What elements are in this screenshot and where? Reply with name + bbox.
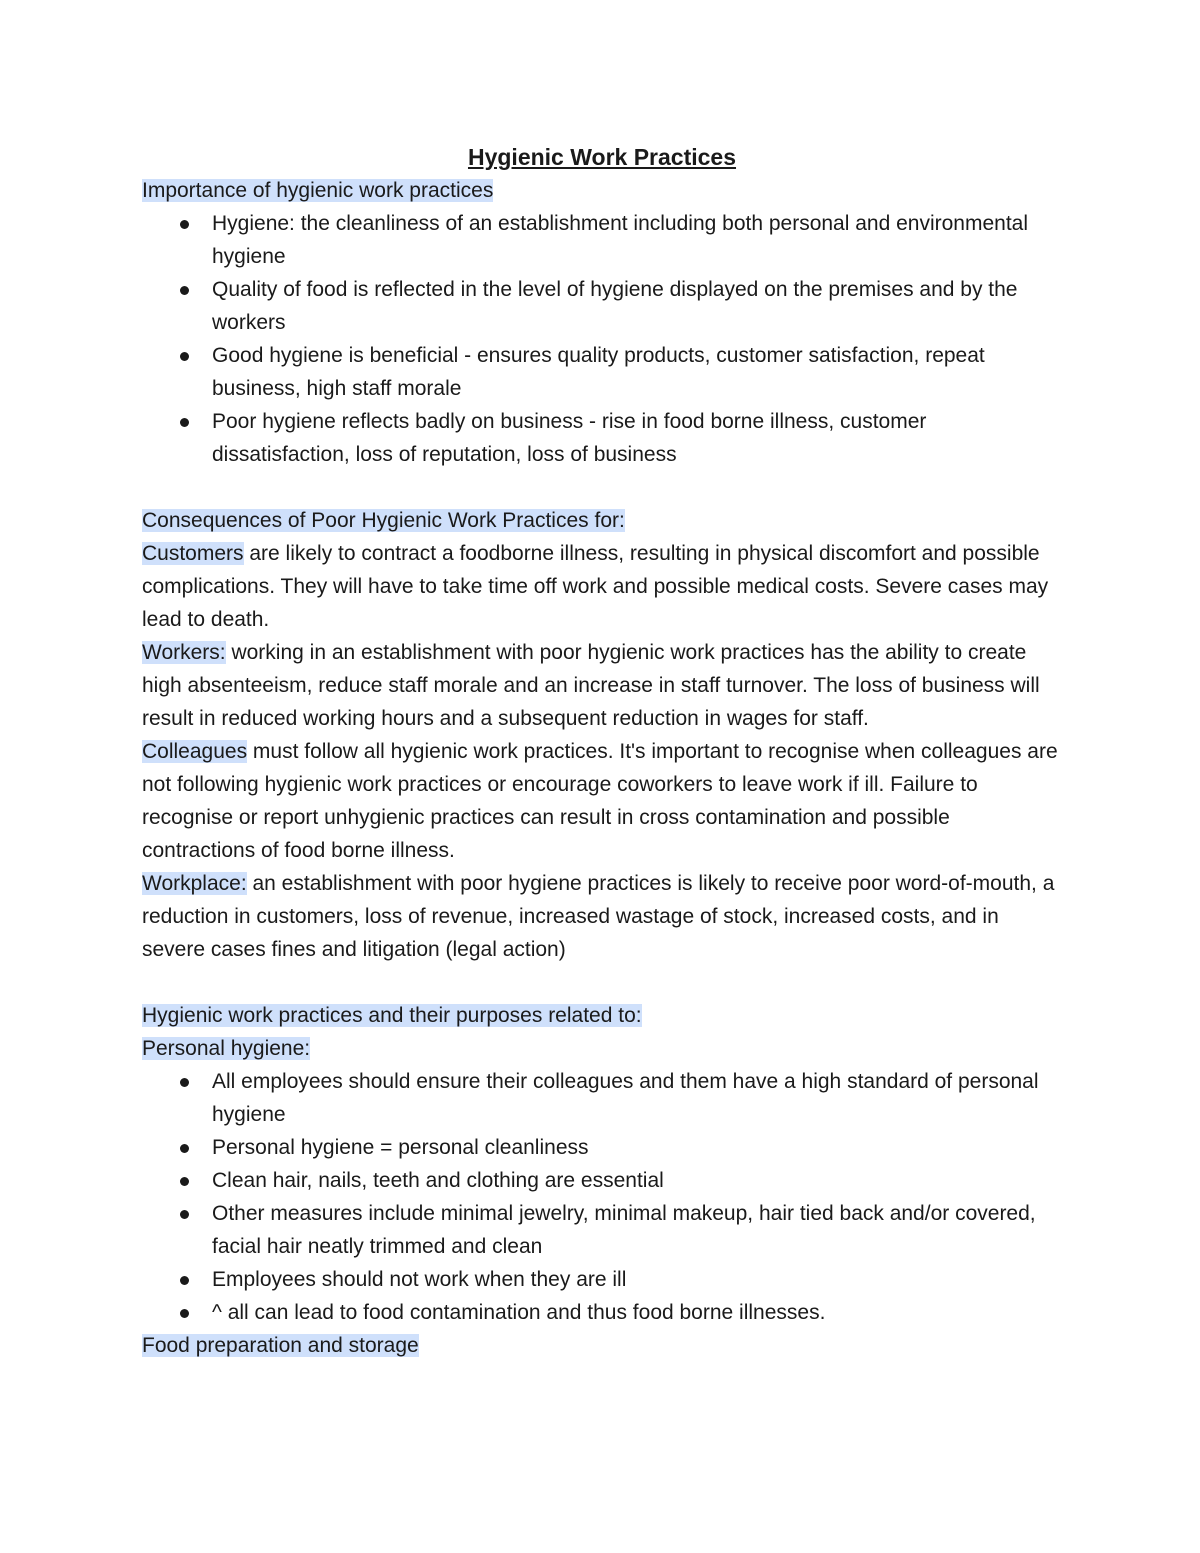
- bullet-icon: [180, 1276, 189, 1285]
- highlighted-heading: Importance of hygienic work practices: [142, 179, 494, 202]
- highlighted-heading: Consequences of Poor Hygienic Work Practices for:: [142, 509, 625, 532]
- document-page: [142, 140, 1062, 1362]
- bullet-icon: [180, 418, 189, 427]
- bullet-icon: [180, 1078, 189, 1087]
- bullet-icon: [180, 1177, 189, 1186]
- section-heading-purposes: [142, 999, 1062, 1032]
- paragraph-gap: [142, 471, 1062, 504]
- list-item: ^ all can lead to food contamination and thus food borne illnesses.: [142, 1296, 1062, 1329]
- highlighted-heading: Food preparation and storage: [142, 1334, 419, 1357]
- document-title: Hygienic Work Practices: [467, 144, 737, 170]
- highlighted-label: Customers: [142, 542, 244, 565]
- bullet-icon: [180, 220, 189, 229]
- consequence-workers: Workers: working in an establishment with poor hygienic work practices has the ability to create high absenteeism, reduce staff morale and an increase in staff turnover. The loss of business will result in reduced working hours and a subsequent reduction in wages for staff.: [142, 641, 1040, 730]
- highlighted-label: Colleagues: [142, 740, 248, 763]
- subheading-personal-hygiene: [142, 1032, 1062, 1065]
- consequence-workplace: Workplace: an establishment with poor hygiene practices is likely to receive poor word-of-mouth, a reduction in customers, loss of revenue, increased wastage of stock, increased costs, and in severe cases fines and litigation (legal action): [142, 872, 1055, 961]
- bullet-icon: [180, 1144, 189, 1153]
- list-item: Clean hair, nails, teeth and clothing are essential: [142, 1164, 1062, 1197]
- list-item: Other measures include minimal jewelry, minimal makeup, hair tied back and/or covered, facial hair neatly trimmed and clean: [142, 1197, 1062, 1263]
- highlighted-heading: Personal hygiene:: [142, 1037, 311, 1060]
- importance-bullet-list: [142, 207, 1062, 471]
- list-item: Hygiene: the cleanliness of an establishment including both personal and environmental hygiene: [142, 207, 1062, 273]
- bullet-icon: [180, 1210, 189, 1219]
- list-item: Good hygiene is beneficial - ensures quality products, customer satisfaction, repeat business, high staff morale: [142, 339, 1062, 405]
- consequence-customers: Customers are likely to contract a foodborne illness, resulting in physical discomfort and possible complications. They will have to take time off work and possible medical costs. Severe cases may lead to death.: [142, 542, 1049, 631]
- paragraph-gap: [142, 966, 1062, 999]
- bullet-icon: [180, 286, 189, 295]
- highlighted-heading: Hygienic work practices and their purposes related to:: [142, 1004, 642, 1027]
- list-item: Poor hygiene reflects badly on business - rise in food borne illness, customer dissatisfaction, loss of reputation, loss of business: [142, 405, 1062, 471]
- bullet-icon: [180, 1309, 189, 1318]
- subheading-food-preparation: [142, 1329, 1062, 1362]
- list-item: Personal hygiene = personal cleanliness: [142, 1131, 1062, 1164]
- list-item: Quality of food is reflected in the level of hygiene displayed on the premises and by the workers: [142, 273, 1062, 339]
- highlighted-label: Workplace:: [142, 872, 247, 895]
- section-heading-importance: [142, 174, 1062, 207]
- personal-hygiene-bullet-list: [142, 1065, 1062, 1329]
- list-item: All employees should ensure their colleagues and them have a high standard of personal hygiene: [142, 1065, 1062, 1131]
- consequence-colleagues: Colleagues must follow all hygienic work practices. It's important to recognise when colleagues are not following hygienic work practices or encourage coworkers to leave work if ill. Failure to recognise or report unhygienic practices can result in cross contamination and possible contractions of food borne illness.: [142, 740, 1058, 862]
- bullet-icon: [180, 352, 189, 361]
- highlighted-label: Workers:: [142, 641, 226, 664]
- list-item: Employees should not work when they are ill: [142, 1263, 1062, 1296]
- section-heading-consequences: [142, 504, 1062, 537]
